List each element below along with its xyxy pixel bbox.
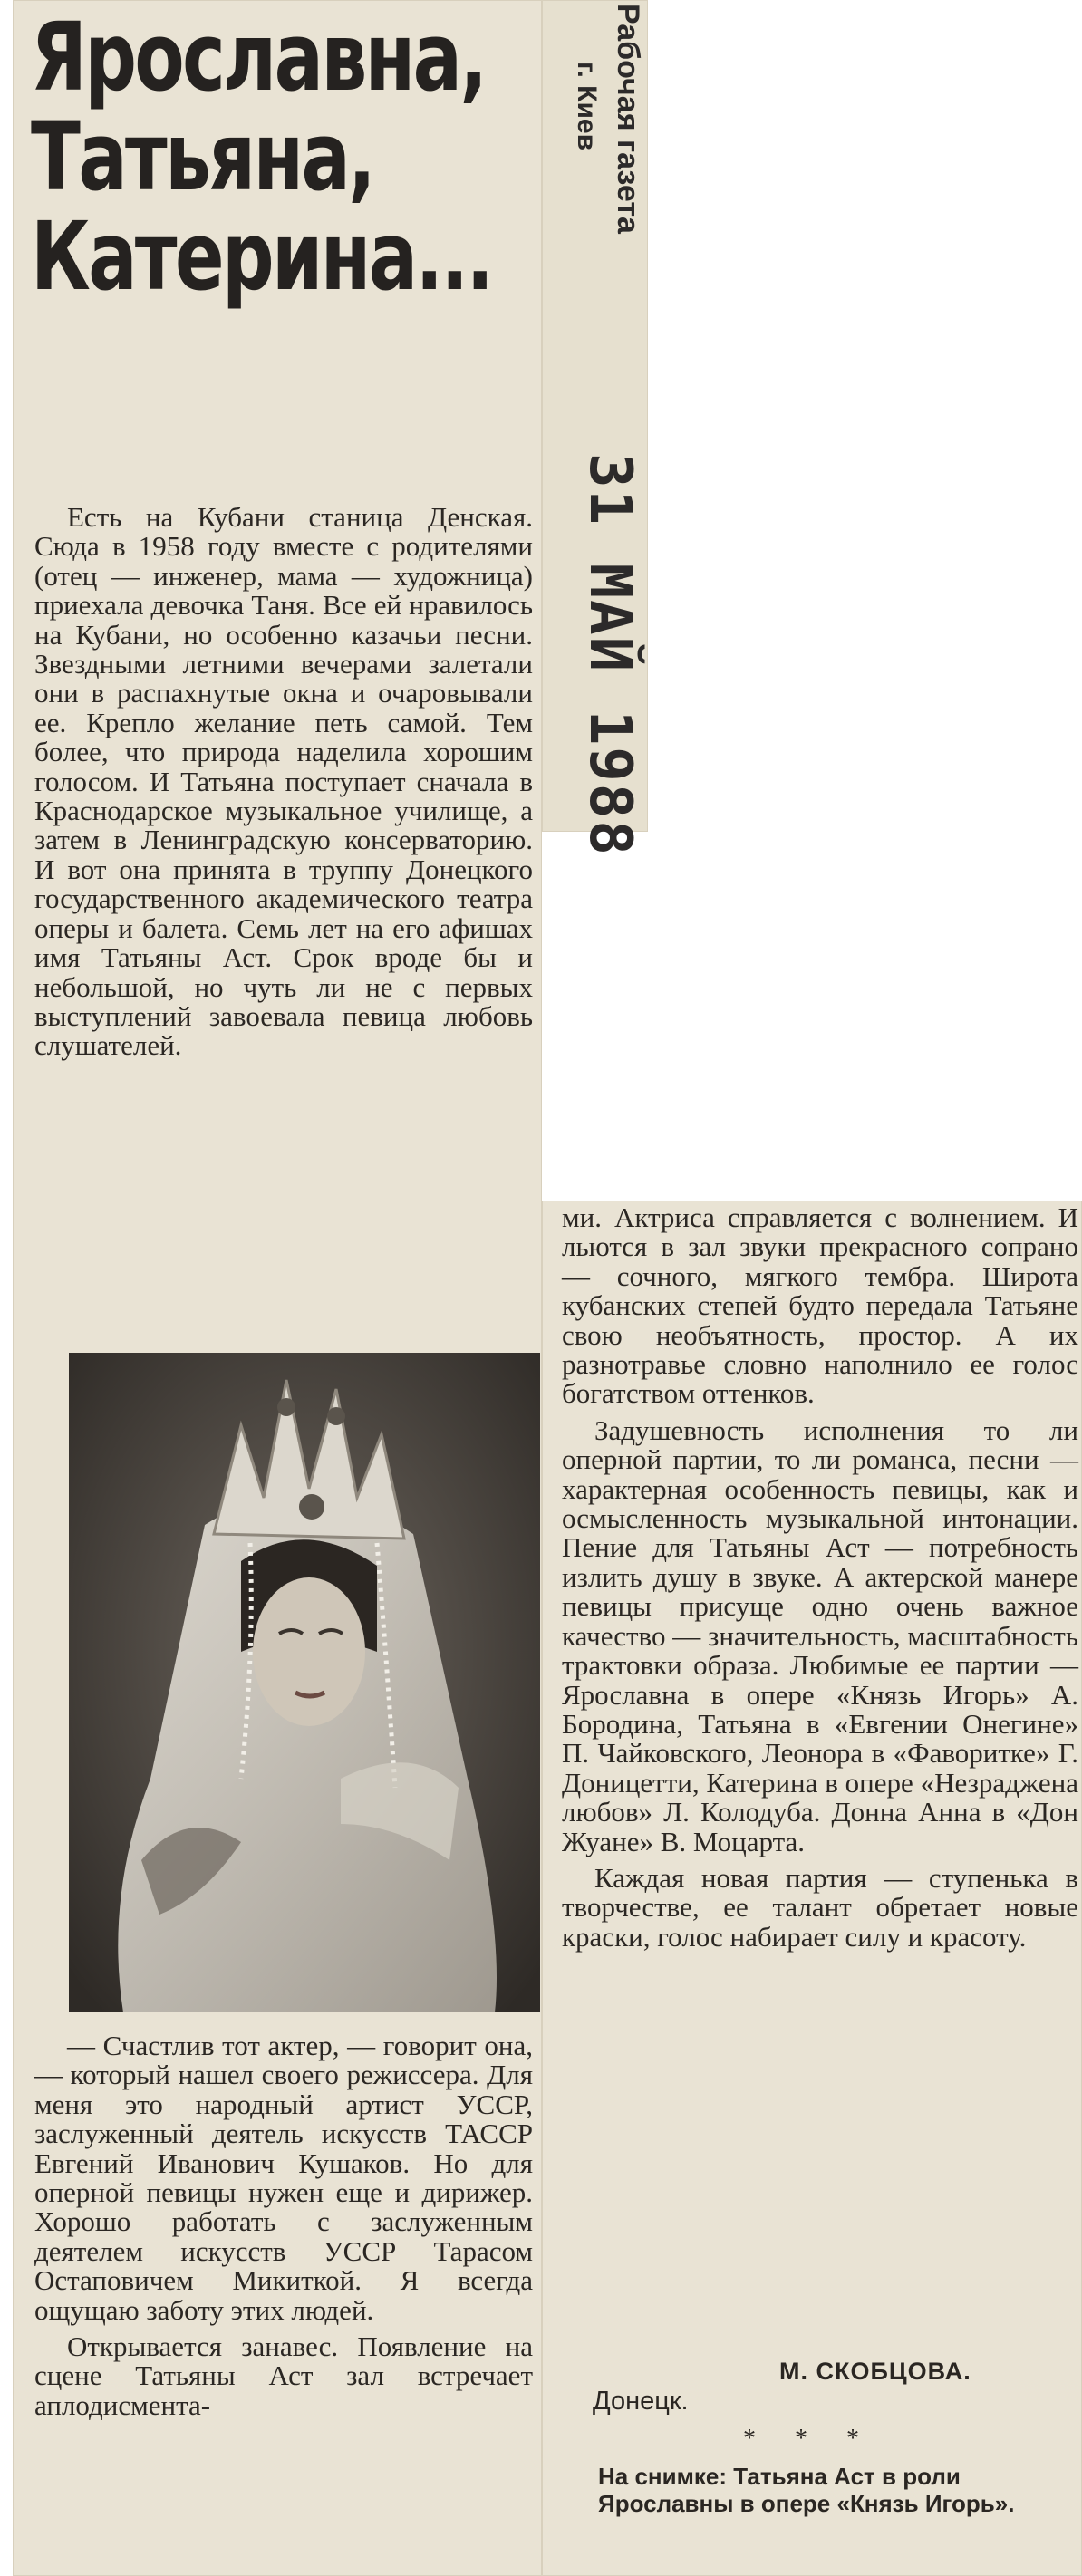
headline-line-3: Катерина... — [31, 201, 492, 313]
stamp-city: г. Киев — [572, 62, 602, 151]
headline — [31, 2, 492, 313]
singer-portrait-image — [69, 1353, 540, 2012]
paragraph: ми. Актриса справляется с волнением. И льются в зал звуки прекрасного сопрано — сочного, мягкого тембра. Широта кубанских степей будто передала Татьяне свою необъятность, простор. А их разнотравье словно наполнило ее голос богатством оттенков. — [562, 1201, 1078, 1410]
stamp-newspaper-name: Рабочая газета — [611, 4, 645, 234]
paragraph: Есть на Кубани станица Денская. Сюда в 1958 году вместе с родителями (отец — инженер, мама — художница) приехала девочка Таня. Все ей нравилось на Кубани, но особенно казачьи песни. Звездными летними вечерами залетали они в распахнутые окна и очаровывали ее. Крепло желание петь самой. Тем более, что природа наделила хорошим голосом. И Татьяна поступает сначала в Краснодарское музыкальное училище, а затем в Ленинградскую консерваторию. И вот она принята в труппу Донецкого государственного академического театра оперы и балета. Семь лет на его афишах имя Татьяны Аст. Срок вроде бы и небольшой, но чуть ли не с первых выступлений завоевала певица любовь слушателей. — [34, 501, 533, 1062]
author-location: Донецк. — [593, 2387, 689, 2416]
author-signature: М. СКОБЦОВА. — [779, 2358, 971, 2385]
paragraph: — Счастлив тот актер, — говорит она, — который нашел своего режиссера. Для меня это народный артист УССР, заслуженный деятель искусств ТАССР Евгений Иванович Кушаков. Но для оперной певицы нужен еще и дирижер. Хорошо работать с заслуженным деятелем искусств УССР Тарасом Остаповичем Микиткой. Я всегда ощущаю заботу этих людей. — [34, 2030, 533, 2326]
headline-line-2: Татьяна, — [31, 101, 374, 213]
article-column-left-top — [34, 503, 533, 1061]
article-column-right — [562, 1203, 1078, 1952]
paragraph: Каждая новая партия — ступенька в творчестве, ее талант обретает новые краски, голос набирает силу и красоту. — [562, 1861, 1078, 1953]
photo-caption: На снимке: Татьяна Аст в роли Ярославны в опере «Князь Игорь». — [598, 2463, 1015, 2517]
singer-photo — [69, 1353, 540, 2012]
article-column-left-bottom — [34, 2031, 533, 2420]
stamp-date: 31 МАЙ 1988 — [576, 453, 643, 857]
headline-line-1: Ярославна, — [31, 2, 486, 112]
paragraph: Задушевность исполнения то ли оперной партии, то ли романса, песни — характерная особенность певицы, как и осмысленность музыкальной интонации. Пение для Татьяны Аст — потребность излить душу в звуке. А актерской манере певицы присуще одно очень важное качество — значительность, масштабность трактовки образа. Любимые ее партии — Ярославна в опере «Князь Игорь» А. Бородина, Татьяна в «Евгении Онегине» П. Чайковского, Леонора в «Фаворитке» Г. Доницетти, Катерина в опере «Незраджена любов» Л. Колодуба. Донна Анна в «Дон Жуане» В. Моцарта. — [562, 1413, 1078, 1857]
separator-stars: * * * — [743, 2425, 875, 2453]
paragraph: Открывается занавес. Появление на сцене Татьяны Аст зал встречает аплодисмента- — [34, 2330, 533, 2421]
